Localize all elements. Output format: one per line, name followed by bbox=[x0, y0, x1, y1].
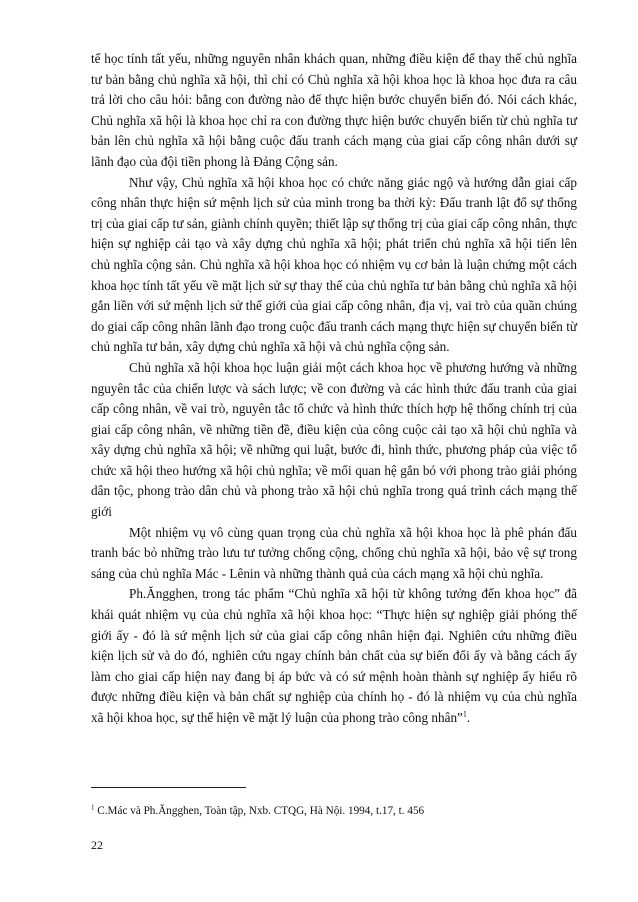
paragraph-5 bbox=[91, 584, 577, 728]
footnote bbox=[91, 804, 577, 818]
paragraph-1: tế học tính tất yếu, những nguyên nhân khách quan, những điều kiện để thay thế chủ nghĩa tư bản bằng chủ nghĩa xã hội, thì chỉ có Chủ nghĩa xã hội khoa học là khoa học đưa ra câu trả lời cho câu hỏi: bằng con đường nào để thực hiện bước chuyển biến đó. Nói cách khác, Chủ nghĩa xã hội là khoa học chỉ ra con đường thực hiện bước chuyển biến từ chủ nghĩa tư bản lên chủ nghĩa xã hội bằng cuộc đấu tranh cách mạng của giai cấp công nhân dưới sự lãnh đạo của đội tiền phong là Đảng Cộng sản. bbox=[91, 51, 577, 169]
footnote-text: C.Mác và Ph.Ăngghen, Toàn tập, Nxb. CTQG, Hà Nội. 1994, t.17, t. 456 bbox=[94, 805, 425, 817]
footnote-marker: 1 bbox=[91, 803, 95, 812]
body-text bbox=[91, 49, 577, 729]
paragraph-5-text: Ph.Ăngghen, trong tác phẩm “Chủ nghĩa xã hội từ không tưởng đến khoa học” đã khái quát nhiệm vụ của chủ nghĩa xã hội khoa học: “Thực hiện sự nghiệp giải phóng thế giới ấy - đó là sứ mệnh lịch sử của giai cấp công nhân hiện đại. Nghiên cứu những điều kiện lịch sử và do đó, nghiên cứu ngay chính bản chất của sự biến đổi ấy và bằng cách ấy làm cho giai cấp hiện nay đang bị áp bức và có sứ mệnh hoàn thành sự nghiệp ấy hiểu rõ được những điều kiện và bản chất sự nghiệp của chính họ - đó là nhiệm vụ của chủ nghĩa xã hội khoa học, sự thể hiện về mặt lý luận của phong trào công nhân” bbox=[91, 586, 577, 725]
page-number: 22 bbox=[91, 838, 103, 852]
footnote-reference: 1 bbox=[462, 709, 467, 719]
footnote-divider bbox=[91, 787, 246, 788]
paragraph-2: Như vậy, Chủ nghĩa xã hội khoa học có chức năng giác ngộ và hướng dẫn giai cấp công nhân thực hiện sứ mệnh lịch sử của mình trong ba thời kỳ: Đấu tranh lật đổ sự thống trị của giai cấp tư sản, giành chính quyền; thiết lập sự thống trị của giai cấp công nhân, thực hiện sự nghiệp cải tạo và xây dựng chủ nghĩa xã hội; phát triển chủ nghĩa xã hội tiến lên chủ nghĩa cộng sản. Chủ nghĩa xã hội khoa học có nhiệm vụ cơ bản là luận chứng một cách khoa học tính tất yếu về mặt lịch sử sự thay thế của chủ nghĩa tư bản bằng chủ nghĩa xã hội gắn liền với sứ mệnh lịch sử thế giới của giai cấp công nhân, địa vị, vai trò của quần chúng do giai cấp công nhân lãnh đạo trong cuộc đấu tranh cách mạng thực hiện sự chuyển biến từ chủ nghĩa tư bản, xây dựng chủ nghĩa xã hội và chủ nghĩa cộng sản. bbox=[91, 174, 577, 355]
paragraph-3: Chủ nghĩa xã hội khoa học luận giải một cách khoa học về phương hướng và những nguyên tắc của chiến lược và sách lược; về con đường và các hình thức đấu tranh của giai cấp công nhân, về vai trò, nguyên tắc tổ chức và hình thức thích hợp hệ thống chính trị của giai cấp công nhân, về những tiền đề, điều kiện của công cuộc cải tạo xã hội chủ nghĩa và xây dựng chủ nghĩa xã hội; về những qui luật, bước đi, hình thức, phương pháp của việc tổ chức xã hội theo hướng xã hội chủ nghĩa; về mối quan hệ gắn bó với phong trào giải phóng dân tộc, phong trào dân chủ và phong trào xã hội chủ nghĩa trong quá trình cách mạng thế giới bbox=[91, 359, 577, 520]
paragraph-4: Một nhiệm vụ vô cùng quan trọng của chủ nghĩa xã hội khoa học là phê phán đấu tranh bác bỏ những trào lưu tư tưởng chống cộng, chống chủ nghĩa xã hội, bảo vệ sự trong sáng của chủ nghĩa Mác - Lênin và những thành quả của cách mạng xã hội chủ nghĩa. bbox=[91, 524, 577, 581]
paragraph-5-tail: . bbox=[466, 710, 471, 725]
